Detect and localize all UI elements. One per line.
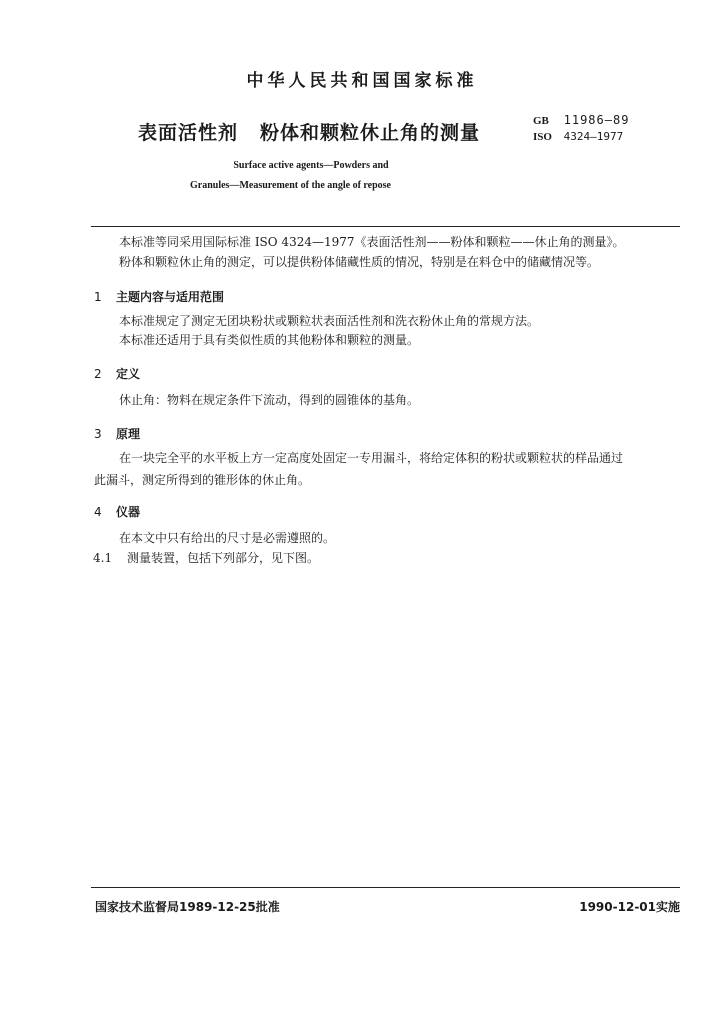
- section-1-line-1: 本标准规定了测定无团块粉状或颗粒状表面活性剂和洗衣粉休止角的常规方法。: [119, 314, 540, 328]
- section-4-line-1: 在本文中只有给出的尺寸是必需遵照的。: [119, 531, 336, 545]
- standard-title: [138, 118, 480, 145]
- footer-divider: [91, 887, 680, 888]
- subsection-text: 测量装置，包括下列部分，见下图。: [127, 551, 320, 565]
- iso-code: [533, 129, 629, 145]
- gb-code: [533, 113, 629, 129]
- section-3-body: [94, 447, 682, 491]
- title-part-1: 表面活性剂: [138, 122, 239, 144]
- iso-prefix: ISO: [533, 131, 552, 143]
- english-title-line-1: Surface active agents—Powders and: [233, 160, 389, 171]
- title-part-2: 粉体和颗粒休止角的测量: [260, 122, 481, 144]
- header-divider: [91, 226, 680, 227]
- section-3-line-1: 在一块完全平的水平板上方一定高度处固定一专用漏斗，将给定体积的粉状或颗粒状的样品通过: [119, 451, 624, 465]
- intro-line-1: 本标准等同采用国际标准 ISO 4324—1977《表面活性剂——粉体和颗粒——休止角的测量》。: [119, 235, 625, 249]
- issuing-authority: 中华人民共和国国家标准: [246, 71, 478, 91]
- section-2-line-1: 休止角：物料在规定条件下流动，得到的圆锥体的基角。: [119, 393, 420, 407]
- gb-prefix: GB: [533, 115, 549, 127]
- section-3-line-2: 此漏斗，测定所得到的锥形体的休止角。: [94, 473, 311, 487]
- section-4-heading: [94, 503, 140, 520]
- section-2-heading: [94, 365, 140, 382]
- section-3-heading: [94, 425, 140, 442]
- section-title: 原理: [116, 427, 141, 441]
- section-title: 定义: [116, 367, 141, 381]
- effective-date: 1990-12-01实施: [579, 900, 680, 914]
- section-1-line-2: 本标准还适用于具有类似性质的其他粉体和颗粒的测量。: [119, 333, 420, 347]
- english-title-line-2: Granules—Measurement of the angle of repose: [190, 180, 391, 191]
- section-number: 3: [94, 427, 102, 441]
- section-1-heading: [94, 288, 224, 305]
- subsection-number: 4.1: [93, 551, 113, 565]
- section-title: 仪器: [116, 505, 141, 519]
- gb-number: 11986—89: [563, 113, 630, 127]
- intro-line-2: 粉体和颗粒休止角的测定，可以提供粉体储藏性质的情况，特别是在料仓中的储藏情况等。: [119, 255, 600, 269]
- section-title: 主题内容与适用范围: [116, 290, 225, 304]
- subsection-4-1: [93, 549, 319, 566]
- section-number: 1: [94, 290, 102, 304]
- approval-date: 国家技术监督局1989-12-25批准: [95, 900, 280, 914]
- section-number: 4: [94, 505, 102, 519]
- section-number: 2: [94, 367, 102, 381]
- standard-codes: [533, 113, 629, 145]
- iso-number: 4324—1977: [563, 130, 624, 143]
